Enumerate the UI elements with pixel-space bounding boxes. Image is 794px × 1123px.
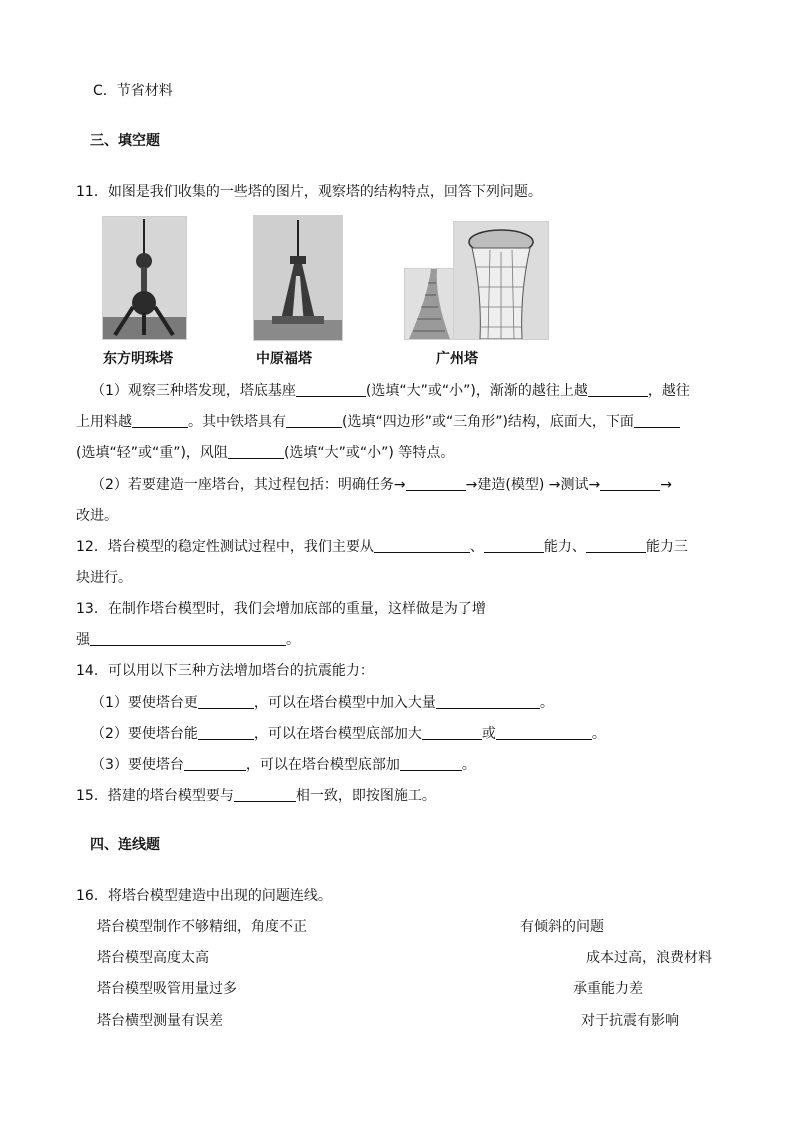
zhongyuan-tower-photo xyxy=(253,215,343,341)
answer-blank[interactable] xyxy=(286,413,342,428)
answer-blank[interactable] xyxy=(184,756,246,771)
q11-part1-line3: (选填“轻”或“重”)，风阻 (选填“大”或“小”) 等特点。 xyxy=(76,445,455,461)
question-13-line2: 强 。 xyxy=(76,632,300,648)
oriental-pearl-tower-photo xyxy=(102,216,187,340)
question-16-stem: 16．将塔台模型建造中出现的问题连线。 xyxy=(76,888,332,904)
question-13-line1: 13．在制作塔台模型时，我们会增加底部的重量，这样做是为了增 xyxy=(76,601,486,617)
section-title-matching: 四、连线题 xyxy=(90,837,160,853)
question-12-line2: 块进行。 xyxy=(76,570,132,586)
answer-blank[interactable] xyxy=(484,538,544,553)
canton-tower-photo-2 xyxy=(453,221,549,340)
answer-blank[interactable] xyxy=(588,382,648,397)
question-14-line3: （3）要使塔台 ，可以在塔台模型底部加 。 xyxy=(91,757,476,773)
caption-canton-tower: 广州塔 xyxy=(436,351,478,367)
answer-blank[interactable] xyxy=(198,694,254,709)
match-right-item[interactable]: 有倾斜的问题 xyxy=(520,919,604,935)
q11-part1-line2: 上用料越 。其中铁塔具有 (选填“四边形”或“三角形”)结构，底面大，下面 xyxy=(76,413,680,431)
canton-tower-photo-1 xyxy=(404,268,455,340)
answer-blank[interactable] xyxy=(374,538,470,553)
q11-part1-line1: （1）观察三种塔发现，塔底基座 (选填“大”或“小”)，渐渐的越往上越 ，越往 xyxy=(91,383,690,399)
answer-blank[interactable] xyxy=(586,538,646,553)
question-11-stem: 11．如图是我们收集的一些塔的图片，观察塔的结构特点，回答下列问题。 xyxy=(76,184,542,200)
match-right-item[interactable]: 对于抗震有影响 xyxy=(581,1013,679,1029)
answer-blank[interactable] xyxy=(600,476,660,491)
question-14-line1: （1）要使塔台更 ，可以在塔台模型中加入大量 。 xyxy=(91,695,554,711)
answer-blank[interactable] xyxy=(90,631,286,646)
match-right-item[interactable]: 成本过高，浪费材料 xyxy=(586,950,712,966)
section-title-fill-in: 三、填空题 xyxy=(90,133,160,149)
answer-blank[interactable] xyxy=(496,725,592,740)
match-left-item[interactable]: 塔台横型测量有误差 xyxy=(97,1013,223,1029)
match-left-item[interactable]: 塔台模型吸管用量过多 xyxy=(97,981,237,997)
question-12-line1: 12．塔台模型的稳定性测试过程中，我们主要从 、 能力、 能力三 xyxy=(76,539,688,555)
answer-blank[interactable] xyxy=(406,476,466,491)
answer-blank[interactable] xyxy=(400,756,462,771)
match-left-item[interactable]: 塔台模型高度太高 xyxy=(97,950,209,966)
caption-zhongyuan-tower: 中原福塔 xyxy=(256,351,312,367)
question-15: 15．搭建的塔台模型要与 相一致，即按图施工。 xyxy=(76,788,436,804)
answer-blank[interactable] xyxy=(634,413,680,428)
match-left-item[interactable]: 塔台模型制作不够精细，角度不正 xyxy=(97,919,307,935)
match-right-item[interactable]: 承重能力差 xyxy=(573,981,643,997)
answer-blank[interactable] xyxy=(296,382,366,397)
caption-oriental-pearl-tower: 东方明珠塔 xyxy=(103,351,173,367)
answer-blank[interactable] xyxy=(234,787,296,802)
answer-blank[interactable] xyxy=(422,725,482,740)
q11-part2-line2: 改进。 xyxy=(76,508,118,524)
answer-blank[interactable] xyxy=(132,413,188,428)
answer-blank[interactable] xyxy=(228,444,284,459)
q11-part2-line1: （2）若要建造一座塔台，其过程包括：明确任务→ →建造(模型) →测试→ → xyxy=(91,477,672,493)
question-14-stem: 14．可以用以下三种方法增加塔台的抗震能力： xyxy=(76,663,374,679)
question-14-line2: （2）要使塔台能 ，可以在塔台模型底部加大 或 。 xyxy=(91,726,606,742)
answer-blank[interactable] xyxy=(198,725,254,740)
answer-blank[interactable] xyxy=(436,694,540,709)
option-c: C．节省材料 xyxy=(93,83,173,99)
